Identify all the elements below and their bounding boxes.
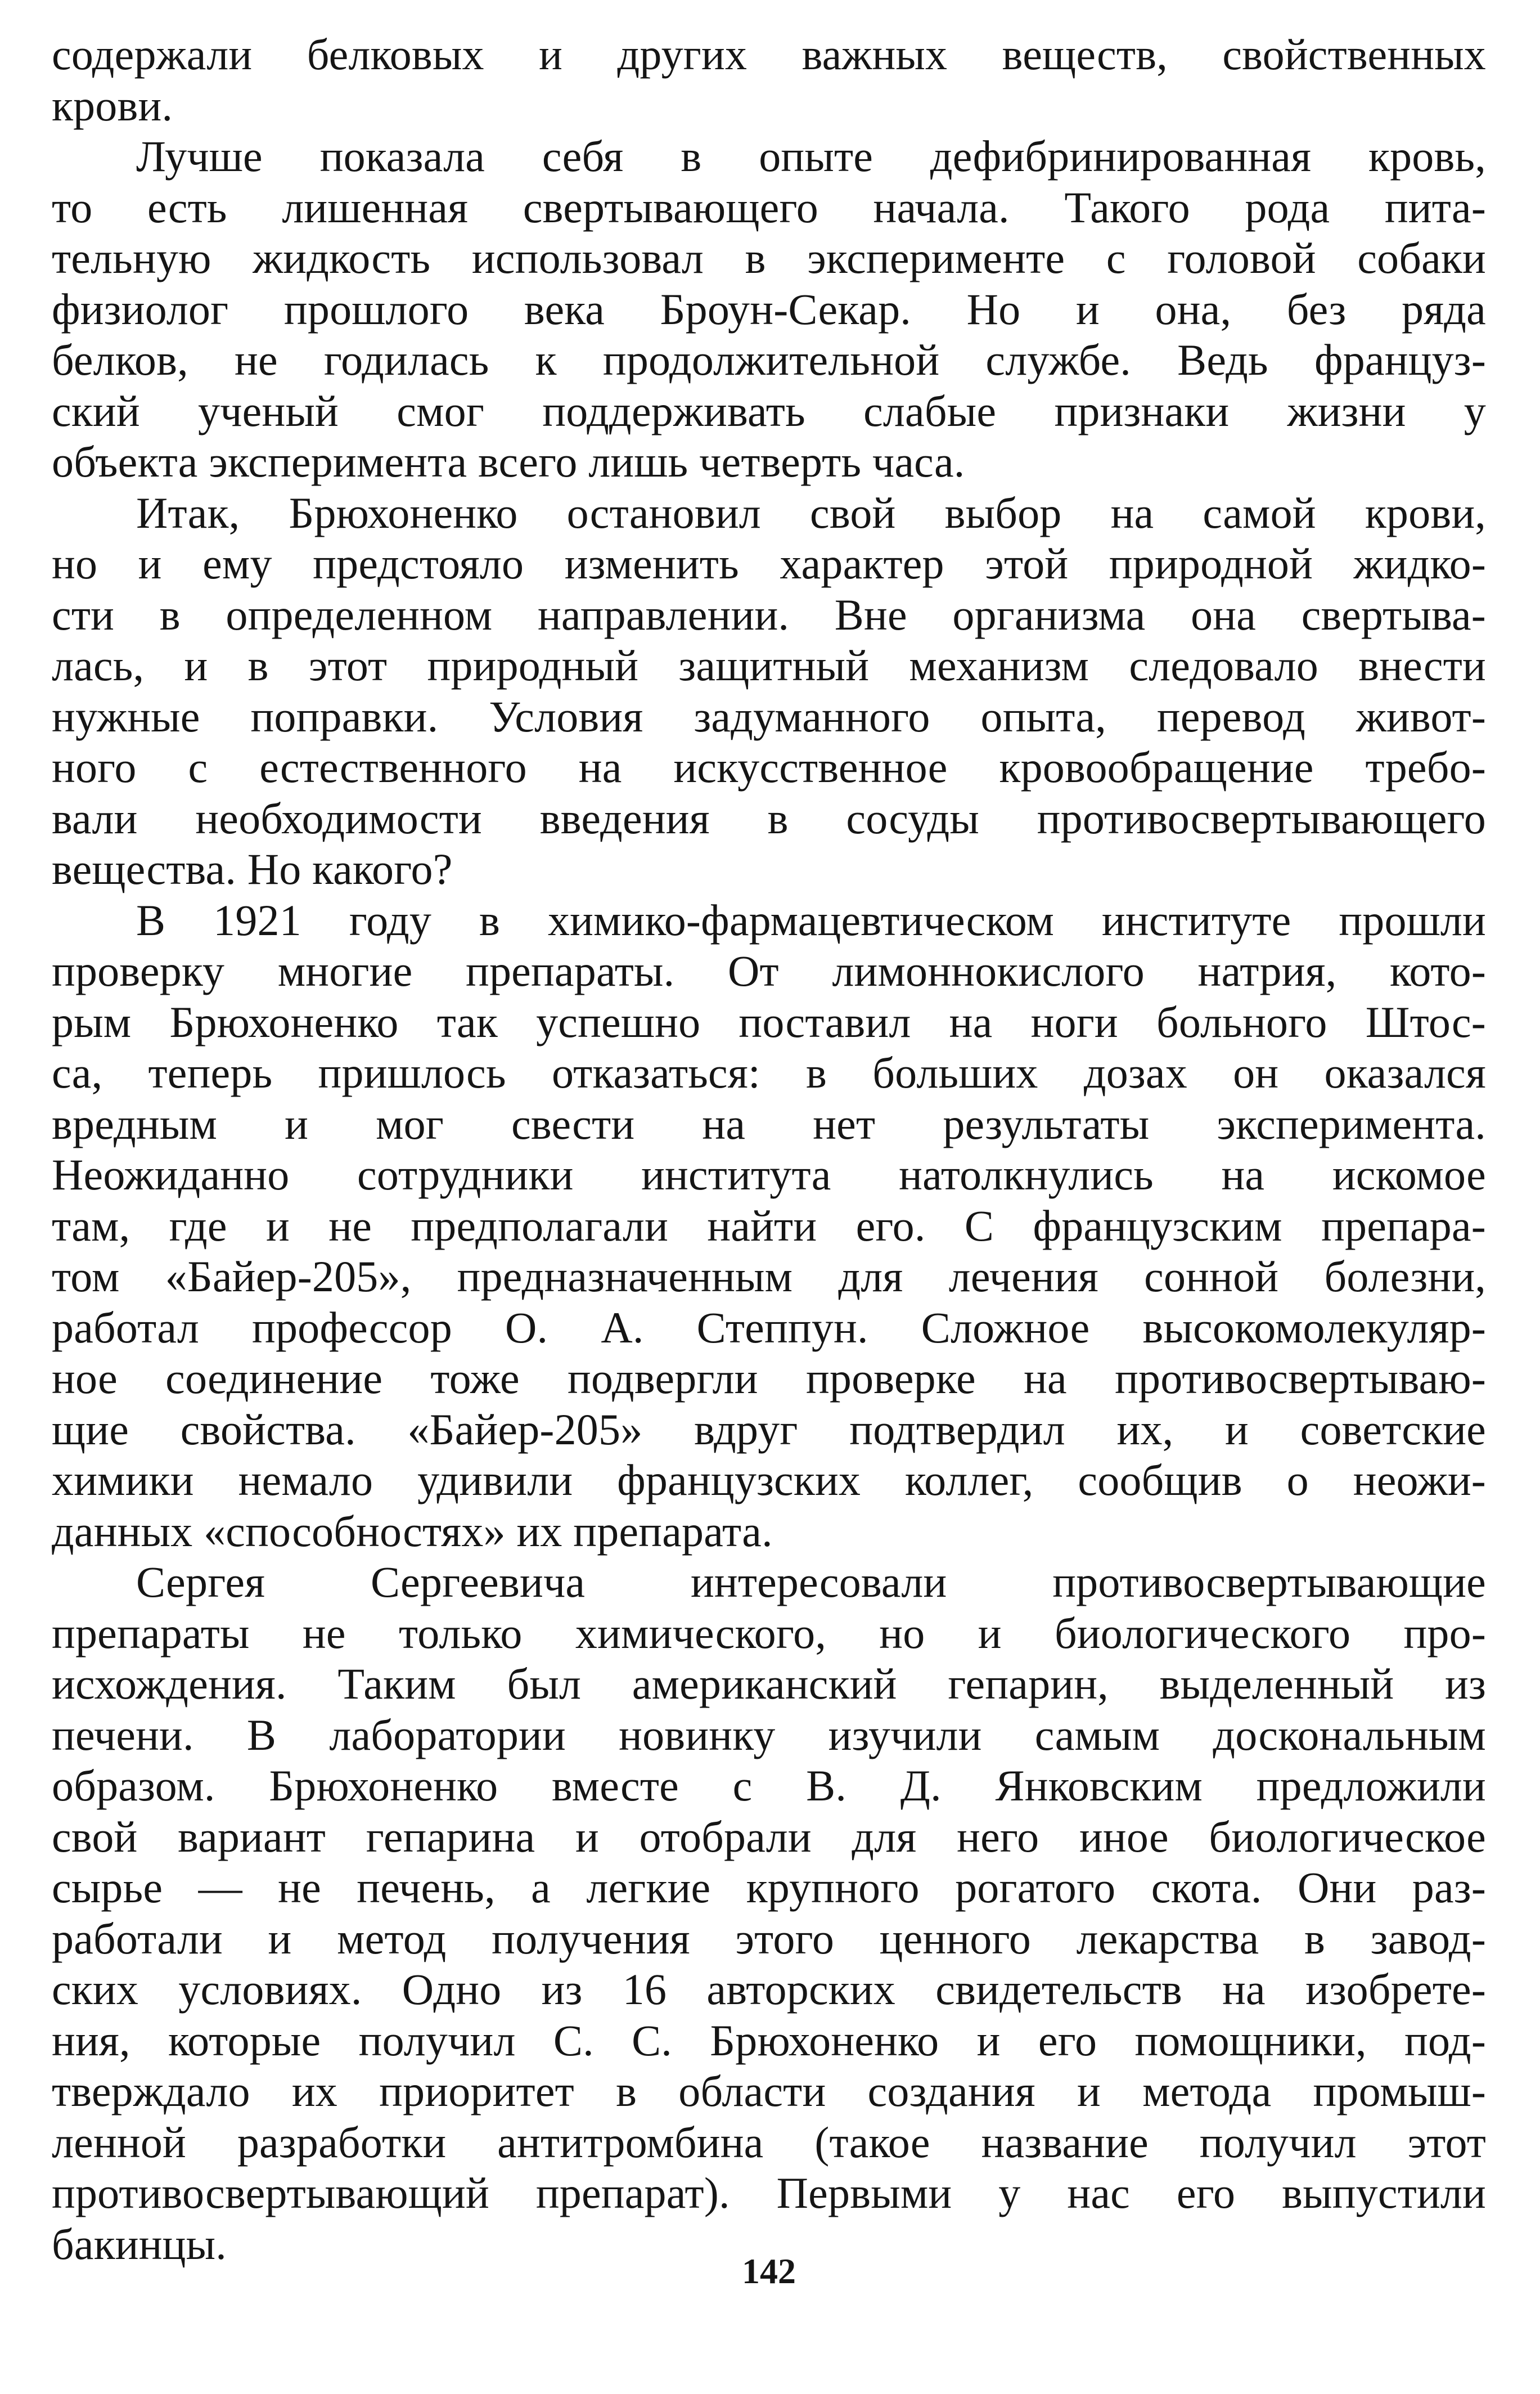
text-line: щие свойства. «Байер-205» вдруг подтвердил их, и советские [52,1404,1486,1454]
page-number: 142 [742,2251,796,2291]
text-line: Неожиданно сотрудники института натолкнулись на искомое [52,1150,1486,1199]
text-line: ский ученый смог поддерживать слабые признаки жизни у [52,386,1486,435]
text-line: крови. [52,80,173,130]
text-line: противосвертывающий препарат). Первыми у нас его выпустили [52,2168,1486,2217]
text-line: ских условиях. Одно из 16 авторских свидетельств на изобрете- [52,1965,1486,2014]
text-line: физиолог прошлого века Броун-Секар. Но и она, без ряда [52,284,1486,334]
text-line: ния, которые получил С. С. Брюхоненко и его помощники, под- [52,2015,1486,2065]
text-line: работали и метод получения этого ценного лекарства в завод- [52,1914,1486,1963]
text-line: там, где и не предполагали найти его. С французским препара- [52,1201,1486,1250]
text-line: препараты не только химического, но и биологического про- [52,1608,1486,1658]
text-line: том «Байер-205», предназначенным для лечения сонной болезни, [52,1252,1486,1301]
text-line: вредным и мог свести на нет результаты эксперимента. [52,1099,1486,1148]
paragraph [52,131,1486,488]
text-line: вещества. Но какого? [52,845,453,893]
text-line: бакинцы. [52,2219,227,2269]
text-line: исхождения. Таким был американский гепарин, выделенный из [52,1659,1486,1708]
text-line: рым Брюхоненко так успешно поставил на ноги больного Штос- [52,997,1486,1046]
text-line: вали необходимости введения в сосуды противосвертывающего [52,793,1486,843]
text-line: то есть лишенная свертывающего начала. Такого рода пита- [52,182,1486,232]
paragraph [52,29,1486,131]
text-line: ное соединение тоже подвергли проверке на противосвертываю- [52,1354,1486,1403]
text-line: печени. В лаборатории новинку изучили самым доскональным [52,1710,1486,1759]
text-line: тверждало их приоритет в области создания и метода промыш- [52,2067,1486,2115]
text-line: белков, не годилась к продолжительной службе. Ведь француз- [52,335,1486,384]
paragraph [52,1557,1486,2270]
text-line: нужные поправки. Условия задуманного опыта, перевод живот- [52,691,1486,741]
text-line: проверку многие препараты. От лимоннокислого натрия, кото- [52,946,1486,995]
text-line: но и ему предстояло изменить характер этой природной жидко- [52,539,1486,588]
text-line: свой вариант гепарина и отобрали для него иное биологическое [52,1812,1486,1861]
text-line: са, теперь пришлось отказаться: в больших дозах он оказался [52,1048,1486,1097]
text-line: В 1921 году в химико-фармацевтическом институте прошли [136,895,1486,945]
text-line: ного с естественного на искусственное кровообращение требо- [52,743,1486,792]
text-line: содержали белковых и других важных веществ, свойственных [52,30,1486,79]
book-page [52,29,1486,2364]
text-line: объекта эксперимента всего лишь четверть часа. [52,437,965,486]
text-line: ленной разработки антитромбина (такое название получил этот [52,2117,1486,2167]
text-line: данных «способностях» их препарата. [52,1506,773,1556]
text-line: Сергея Сергеевича интересовали противосвертывающие [136,1557,1486,1606]
text-line: тельную жидкость использовал в эксперименте с головой собаки [52,233,1486,282]
text-line: химики немало удивили французских коллег, сообщив о неожи- [52,1456,1486,1504]
text-line: лась, и в этот природный защитный механизм следовало внести [52,641,1486,690]
paragraph [52,488,1486,895]
text-line: сырье — не печень, а легкие крупного рогатого скота. Они раз- [52,1863,1486,1912]
text-line: образом. Брюхоненко вместе с В. Д. Янковским предложили [52,1761,1486,1810]
text-line: Лучше показала себя в опыте дефибринированная кровь, [136,132,1486,181]
text-body [52,29,1486,2270]
paragraph [52,895,1486,1557]
text-line: сти в определенном направлении. Вне организма она свертыва- [52,590,1486,639]
text-line: работал профессор О. А. Степпун. Сложное высокомолекуляр- [52,1302,1486,1352]
text-line: Итак, Брюхоненко остановил свой выбор на самой крови, [136,488,1486,537]
